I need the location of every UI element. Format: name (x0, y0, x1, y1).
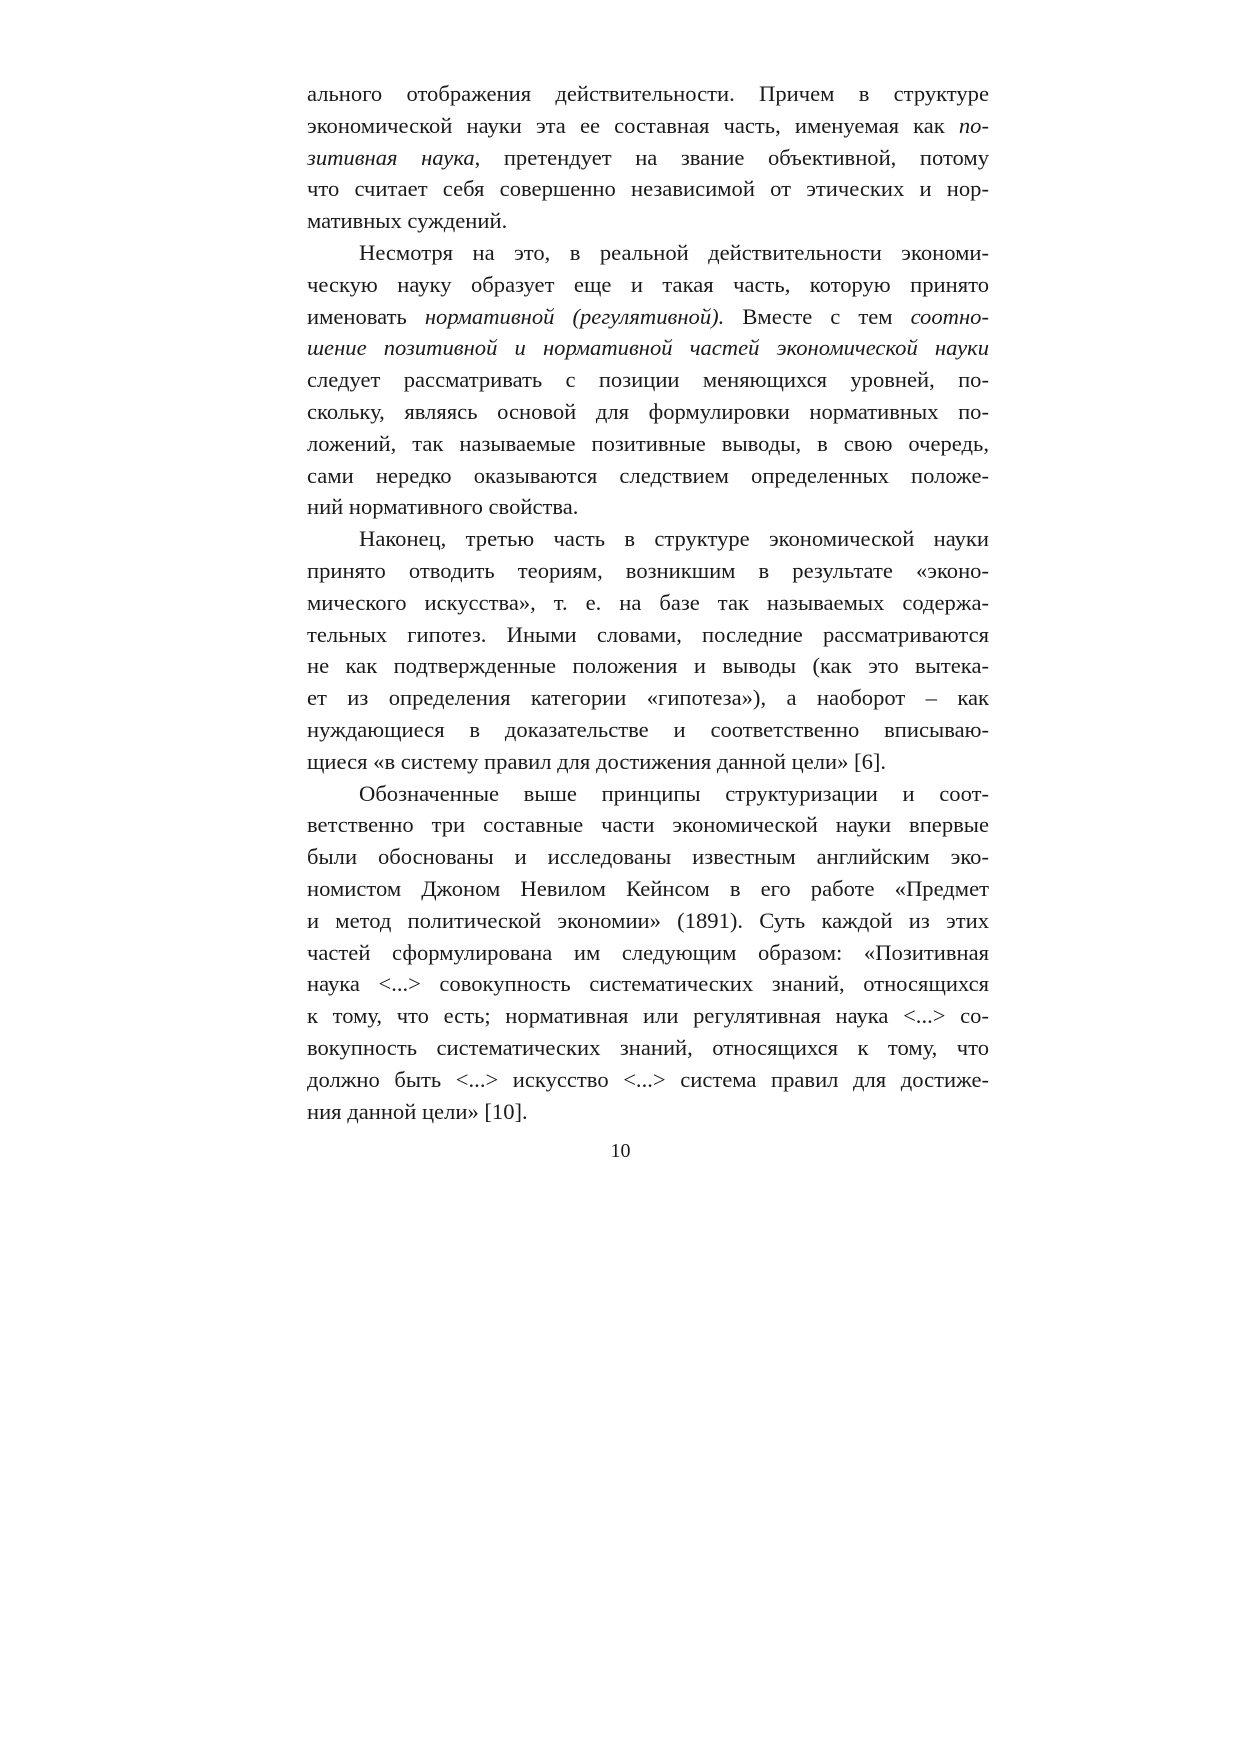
text-line: мического искусства», т. е. на базе так называемых содержа- (307, 589, 989, 615)
text-line: нуждающиеся в доказательстве и соответственно вписываю- (307, 716, 989, 742)
text-line: частей сформулирована им следующим образом: «Позитивная (307, 939, 989, 965)
text-line: и метод политической экономии» (1891). Суть каждой из этих (307, 907, 989, 933)
text-line: тельных гипотез. Иными словами, последние рассматриваются (307, 621, 989, 647)
text-line: мативных суждений. (307, 208, 508, 234)
italic-term: по- (958, 112, 989, 138)
italic-term: шение позитивной и нормативной частей экономической науки (307, 335, 989, 361)
body-text (307, 78, 989, 1127)
text-line: ложений, так называемые позитивные выводы, в свою очередь, (307, 430, 989, 456)
text-line: что считает себя совершенно независимой от этических и нор- (307, 176, 989, 202)
italic-term: нормативной (регулятивной). (424, 303, 725, 329)
text-line: принято отводить теориям, возникшим в результате «эконо- (307, 557, 989, 583)
text-line: должно быть <...> искусство <...> система правил для достиже- (307, 1066, 989, 1092)
text-line: ветственно три составные части экономической науки впервые (307, 812, 989, 838)
text-line: Обозначенные выше принципы структуризации и соот- (359, 780, 989, 806)
paragraph-3 (307, 523, 989, 777)
text-line (307, 110, 989, 142)
text-line: ческую науку образует еще и такая часть, которую принято (307, 271, 989, 297)
text-line: ального отображения действительности. Причем в структуре (307, 81, 989, 106)
paragraph-1 (307, 78, 989, 237)
text-line: ния данной цели» [10]. (307, 1098, 528, 1124)
text-span: экономической науки эта ее составная часть, именуемая как (307, 112, 945, 138)
text-line: наука <...> совокупность систематических знаний, относящихся (307, 971, 989, 997)
text-line: ний нормативного свойства. (307, 494, 579, 520)
paragraph-4 (307, 778, 989, 1128)
text-line: вокупность систематических знаний, относящихся к тому, что (307, 1034, 989, 1060)
text-span: Вместе с тем (742, 303, 893, 329)
italic-term: зитивная наука (307, 144, 475, 170)
italic-term: соотно- (910, 303, 989, 329)
text-line: были обоснованы и исследованы известным английским эко- (307, 844, 989, 870)
text-line: к тому, что есть; нормативная или регулятивная наука <...> со- (307, 1003, 989, 1029)
text-line: Несмотря на это, в реальной действительности экономи- (359, 239, 989, 265)
text-span: , претендует на звание объективной, потому (474, 144, 990, 170)
text-line: номистом Джоном Невилом Кейнсом в его работе «Предмет (307, 875, 989, 901)
text-line (307, 142, 989, 174)
text-line: следует рассматривать с позиции меняющихся уровней, по- (307, 367, 989, 393)
text-line (307, 332, 989, 364)
page-number: 10 (610, 1140, 631, 1162)
text-line: скольку, являясь основой для формулировки нормативных по- (307, 398, 989, 424)
text-line: Наконец, третью часть в структуре экономической науки (359, 526, 989, 552)
text-line: сами нередко оказываются следствием определенных положе- (307, 462, 989, 488)
text-span: именовать (307, 303, 407, 329)
paragraph-2 (307, 237, 989, 523)
text-line: щиеся «в систему правил для достижения данной цели» [6]. (307, 748, 887, 774)
text-line: не как подтвержденные положения и выводы (как это вытека- (307, 653, 989, 679)
text-line (307, 301, 989, 333)
text-line: ет из определения категории «гипотеза»), а наоборот – как (307, 685, 989, 711)
